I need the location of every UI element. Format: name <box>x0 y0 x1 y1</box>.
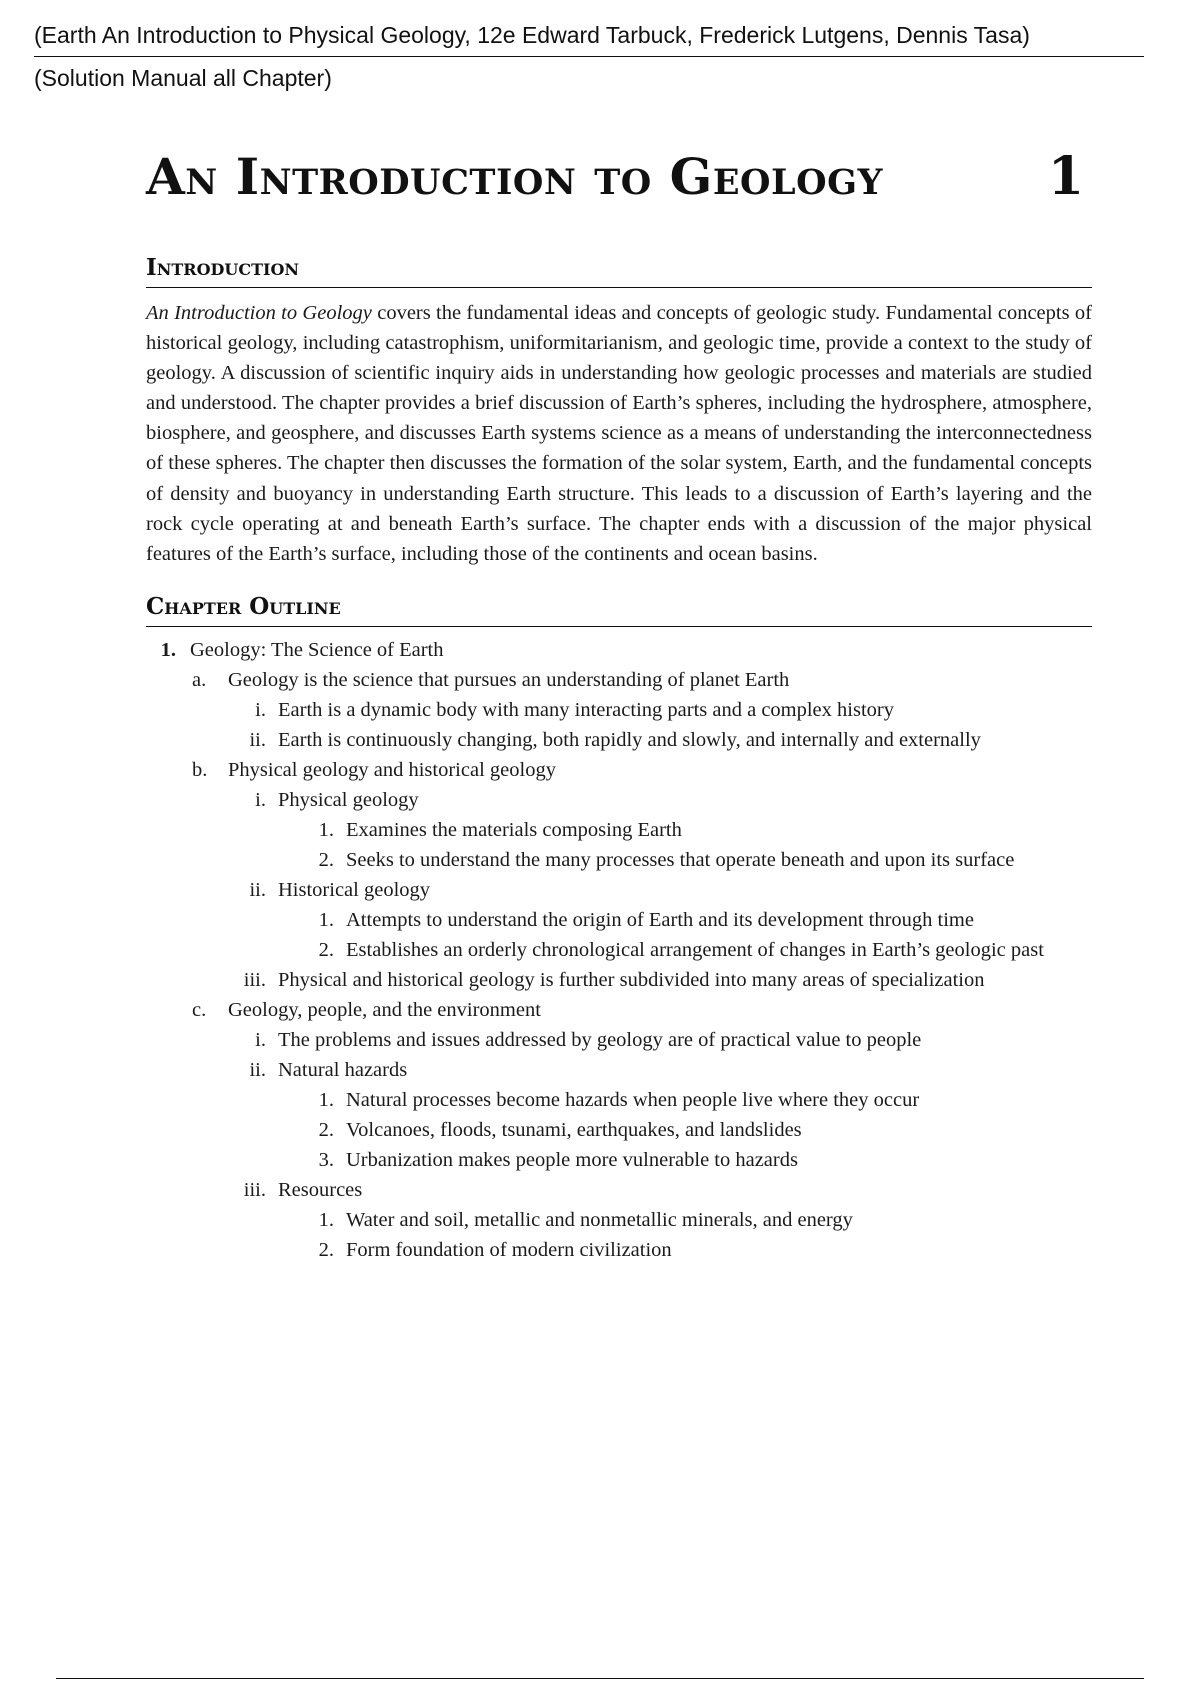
chapter-title: An Introduction to Geology <box>146 147 884 206</box>
outline-item-marker: i. <box>255 1028 266 1051</box>
outline-item <box>146 1085 1092 1115</box>
outline-item-marker: 2. <box>318 1238 334 1261</box>
outline-item-text: Historical geology <box>278 878 431 901</box>
outline-item-text: Earth is continuously changing, both rapidly and slowly, and internally and externally <box>278 728 981 751</box>
outline-item <box>146 995 1092 1025</box>
outline-item-marker: 1. <box>318 908 334 931</box>
outline-item <box>146 905 1092 935</box>
document-header <box>34 18 1144 95</box>
outline-item-marker: 1. <box>318 1208 334 1231</box>
outline-item-text: Water and soil, metallic and nonmetallic minerals, and energy <box>346 1208 853 1231</box>
outline-item-text: Geology is the science that pursues an understanding of planet Earth <box>228 668 790 691</box>
outline-item-text: Geology: The Science of Earth <box>190 638 444 661</box>
outline-item <box>146 1025 1092 1055</box>
introduction-book-title: An Introduction to Geology <box>146 302 372 324</box>
outline-item <box>146 725 1092 755</box>
chapter-number: 1 <box>1047 146 1084 207</box>
outline-item <box>146 935 1092 965</box>
outline-item <box>146 665 1092 695</box>
outline-item <box>146 1145 1092 1175</box>
outline-item-marker: 1. <box>318 1088 334 1111</box>
outline-item-marker: b. <box>192 758 208 781</box>
outline-item <box>146 785 1092 815</box>
outline-item-marker: ii. <box>249 728 266 751</box>
outline-item-marker: 2. <box>318 938 334 961</box>
outline-item-marker: ii. <box>249 1058 266 1081</box>
outline-item-text: Examines the materials composing Earth <box>346 818 682 841</box>
chapter-outline-heading: Chapter Outline <box>146 593 1092 627</box>
outline-item-marker: i. <box>255 788 266 811</box>
page-content <box>146 146 1092 1265</box>
outline-item-text: Form foundation of modern civilization <box>346 1238 672 1261</box>
outline-item <box>146 815 1092 845</box>
outline-item-marker: iii. <box>243 1178 266 1201</box>
outline-item <box>146 965 1092 995</box>
outline-item <box>146 875 1092 905</box>
outline-item-text: Earth is a dynamic body with many interacting parts and a complex history <box>278 698 894 721</box>
outline-item <box>146 1115 1092 1145</box>
outline-item-text: Natural processes become hazards when people live where they occur <box>346 1088 920 1111</box>
chapter-outline-list <box>146 635 1092 1265</box>
introduction-paragraph <box>146 298 1092 569</box>
outline-item-text: Physical and historical geology is further subdivided into many areas of specialization <box>278 968 985 991</box>
outline-item-text: Volcanoes, floods, tsunami, earthquakes, and landslides <box>346 1118 802 1141</box>
outline-item-text: The problems and issues addressed by geology are of practical value to people <box>278 1028 922 1051</box>
outline-item-marker: 1. <box>160 638 176 661</box>
outline-item-text: Urbanization makes people more vulnerable to hazards <box>346 1148 798 1171</box>
outline-item <box>146 695 1092 725</box>
outline-item-text: Geology, people, and the environment <box>228 998 541 1021</box>
outline-item-marker: iii. <box>243 968 266 991</box>
outline-item-marker: i. <box>255 698 266 721</box>
outline-item-marker: 3. <box>318 1148 334 1171</box>
footer-divider <box>56 1678 1144 1679</box>
outline-item <box>146 755 1092 785</box>
outline-item-marker: c. <box>192 998 207 1021</box>
outline-item <box>146 1175 1092 1205</box>
outline-item-text: Attempts to understand the origin of Earth and its development through time <box>346 908 974 931</box>
header-subtitle-line: (Solution Manual all Chapter) <box>34 65 332 91</box>
outline-item-text: Resources <box>278 1178 363 1201</box>
outline-item <box>146 1235 1092 1265</box>
outline-item-marker: ii. <box>249 878 266 901</box>
outline-item <box>146 1055 1092 1085</box>
chapter-outline-section <box>146 593 1092 1265</box>
outline-item-marker: 2. <box>318 1118 334 1141</box>
introduction-heading: Introduction <box>146 254 1092 288</box>
outline-item-text: Seeks to understand the many processes that operate beneath and upon its surface <box>346 848 1015 871</box>
outline-item-marker: 1. <box>318 818 334 841</box>
outline-item <box>146 1205 1092 1235</box>
outline-item-marker: 2. <box>318 848 334 871</box>
header-source-line: (Earth An Introduction to Physical Geology, 12e Edward Tarbuck, Frederick Lutgens, Dennis Tasa) <box>34 18 1144 57</box>
outline-item-text: Physical geology <box>278 788 419 811</box>
outline-item-text: Natural hazards <box>278 1058 408 1081</box>
outline-item-text: Physical geology and historical geology <box>228 758 556 781</box>
outline-item-marker: a. <box>192 668 207 691</box>
outline-item <box>146 635 1092 665</box>
outline-item <box>146 845 1092 875</box>
chapter-heading <box>146 146 1092 230</box>
outline-item-text: Establishes an orderly chronological arrangement of changes in Earth’s geologic past <box>346 938 1044 961</box>
introduction-body: covers the fundamental ideas and concepts of geologic study. Fundamental concepts of historical geology, including catastrophism, uniformitarianism, and geologic time, provide a context to the study of geology. A discussion of scientific inquiry aids in understanding how geologic processes and materials are studied and understood. The chapter provides a brief discussion of Earth’s spheres, including the hydrosphere, atmosphere, biosphere, and geosphere, and discusses Earth systems science as a means of understanding the interconnectedness of these spheres. The chapter then discusses the formation of the solar system, Earth, and the fundamental concepts of density and buoyancy in understanding Earth structure. This leads to a discussion of Earth’s layering and the rock cycle operating at and beneath Earth’s surface. The chapter ends with a discussion of the major physical features of the Earth’s surface, including those of the continents and ocean basins. <box>146 302 1092 565</box>
